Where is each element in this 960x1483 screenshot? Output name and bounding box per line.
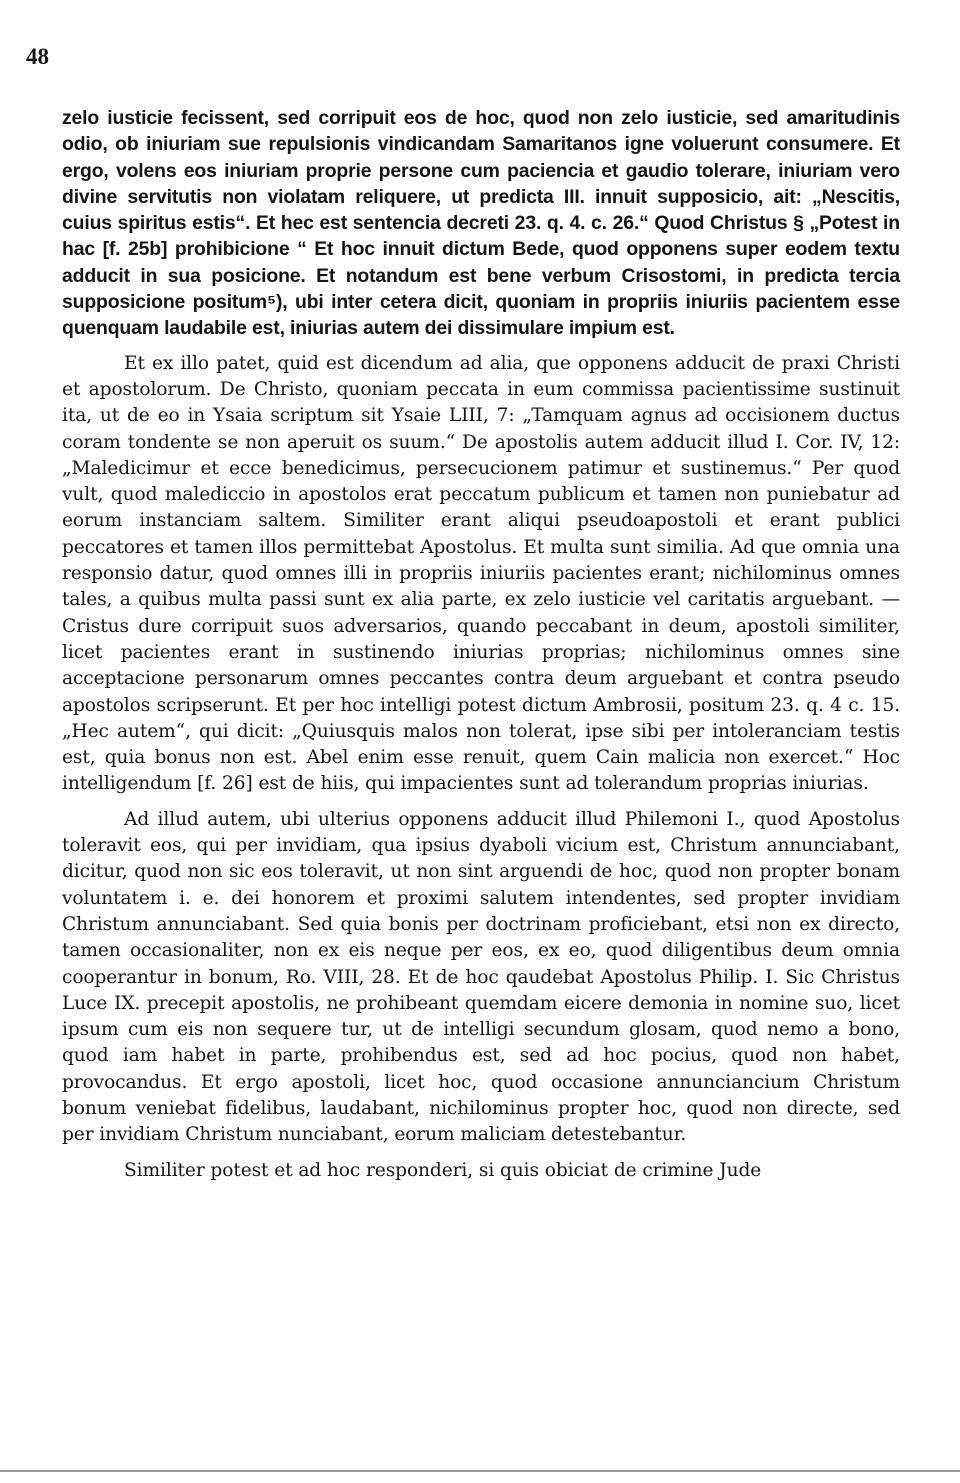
paragraph: Similiter potest et ad hoc responderi, si quis obiciat de crimine Jude [124, 1159, 762, 1181]
paragraph: Ad illud autem, ubi ulterius opponens adducit illud Philemoni I., quod Apostolus toleravit eos, qui per invidiam, qua ipsius dyaboli vicium est, Christum annunciabant, dicitur, quod non sic eos toleravit, ut non sint arguendi de hoc, quod non propter bonam voluntatem i. e. dei honorem et proximi salutem intendentes, sed propter invidiam Christum annunciabant. Sed quia bonis per doctrinam proficiebant, etsi non ex directo, tamen occasionaliter, non ex eis neque per eos, ex eo, quod diligentibus deum omnia cooperantur in bonum, Ro. VIII, 28. Et de hoc qaudebat Apostolus Philip. I. Sic Christus Luce IX. precepit apostolis, ne prohibeant quemdam eicere demonia in nomine suo, licet ipsum cum eis non sequere tur, ut de intelligi secundum glosam, quod nemo a bono, quod iam habet in parte, prohibendus est, sed ad hoc pocius, quod non habet, provocandus. Et ergo apostoli, licet hoc, quod occasione annunciancium Christum bonum veniebat fidelibus, laudabant, nichilominus propter hoc, quod non directe, sed per invidiam Christum nunciabant, eorum maliciam detestebantur. [62, 808, 900, 1146]
body-text [62, 105, 900, 1184]
page-number: 48 [26, 44, 49, 69]
paragraph: zelo iusticie fecissent, sed corripuit eos de hoc, quod non zelo iusticie, sed amaritudinis odio, ob iniuriam sue repulsionis vindicandam Samaritanos igne voluerunt consumere. Et ergo, volens eos iniuriam proprie persone cum paciencia et gaudio tolerare, iniuriam vero divine servitutis non violatam reliquere, ut predicta III. innuit supposicio, ait: „Nescitis, cuius spiritus estis“. Et hec est sentencia decreti 23. q. 4. c. 26.“ Quod Christus § „Potest in hac [f. 25b] prohibicione “ Et hoc innuit dictum Bede, quod opponens super eodem textu adducit in sua posicione. Et notandum est bene verbum Crisostomi, in predicta tercia supposicione positum⁵), ubi inter cetera dicit, quoniam in propriis iniuriis pacientem esse quenquam laudabile est, iniurias autem dei dissimulare impium est. [62, 107, 900, 340]
page-bottom-rule [0, 1470, 960, 1472]
paragraph: Et ex illo patet, quid est dicendum ad alia, que opponens adducit de praxi Christi et apostolorum. De Christo, quoniam peccata in eum commissa pacientissime sustinuit ita, ut de eo in Ysaia scriptum sit Ysaie LIII, 7: „Tamquam agnus ad occisionem ductus coram tondente se non aperuit os suum.“ De apostolis autem adducit illud I. Cor. IV, 12: „Maledicimur et ecce benedicimus, persecucionem patimur et sustinemus.“ Per quod vult, quod malediccio in apostolos erat peccatum publicum et tamen non puniebatur ad eorum instanciam saltem. Similiter erant aliqui pseudoapostoli et erant publici peccatores et tamen illos permittebat Apostolus. Et multa sunt similia. Ad que omnia una responsio datur, quod omnes illi in propriis iniuriis pacientes erant; nichilominus omnes tales, a quibus multa passi sunt ex alia parte, ex zelo iusticie vel caritatis arguebant. — Cristus dure corripuit suos adversarios, quando peccabant in deum, apostoli similiter, licet pacientes erant in sustinendo iniurias proprias; nichilominus omnes sine acceptacione personarum omnes peccantes contra deum arguebant et contra pseudo apostolos scripserunt. Et per hoc intelligi potest dictum Ambrosii, positum 23. q. 4 c. 15. „Hec autem“, qui dicit: „Quiusquis malos non tolerat, ipse sibi per intoleranciam testis est, quia bonus non est. Abel enim esse renuit, quem Cain malicia non exercet.“ Hoc intelligendum [f. 26] est de hiis, qui impacientes sunt ad tolerandum proprias iniurias. [62, 352, 900, 795]
